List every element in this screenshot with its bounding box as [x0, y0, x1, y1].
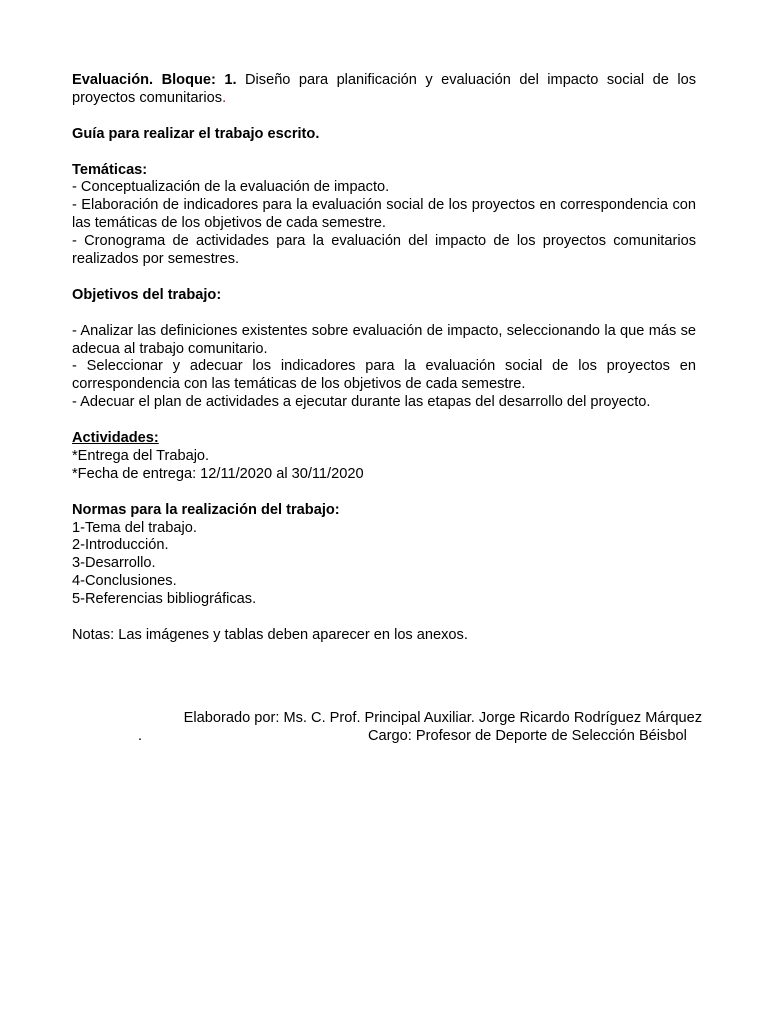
objetivos-title: Objetivos del trabajo: — [72, 286, 222, 303]
objetivo-item: - Seleccionar y adecuar los indicadores para la evaluación social de los proyectos en correspondencia con las temáticas de los objetivos de cada semestre. — [72, 358, 696, 393]
document-header — [72, 72, 696, 108]
objetivo-item: - Analizar las definiciones existentes sobre evaluación de impacto, seleccionando la que más se adecua al trabajo comunitario. — [72, 322, 696, 357]
norma-item: 3-Desarrollo. — [72, 555, 156, 572]
actividades-title: Actividades: — [72, 430, 159, 447]
notas-text: Notas: Las imágenes y tablas deben aparecer en los anexos. — [72, 626, 468, 643]
tematica-item: - Conceptualización de la evaluación de impacto. — [72, 179, 390, 196]
objetivos-section — [72, 287, 696, 412]
norma-item: 5-Referencias bibliográficas. — [72, 591, 257, 608]
header-text: Diseño para planificación y evaluación del impacto social de los proyectos comunitarios — [72, 72, 696, 106]
normas-title: Normas para la realización del trabajo: — [72, 501, 340, 518]
objetivo-item: - Adecuar el plan de actividades a ejecutar durante las etapas del desarrollo del proyecto. — [72, 394, 651, 411]
tematicas-section — [72, 162, 696, 269]
header-period: . — [222, 89, 227, 106]
header-label: Evaluación. Bloque: 1. — [72, 72, 237, 88]
tematica-item: - Cronograma de actividades para la evaluación del impacto de los proyectos comunitarios realizados por semestres. — [72, 233, 696, 268]
tematica-item: - Elaboración de indicadores para la evaluación social de los proyectos en correspondencia con las temáticas de los objetivos de cada semestre. — [72, 197, 696, 232]
normas-section — [72, 502, 696, 609]
guide-title: Guía para realizar el trabajo escrito. — [72, 125, 320, 142]
document-page — [72, 72, 696, 645]
tematicas-title: Temáticas: — [72, 161, 148, 178]
actividad-item: *Entrega del Trabajo. — [72, 447, 210, 464]
signature-cargo: Cargo: Profesor de Deporte de Selección Béisbol — [368, 728, 687, 744]
norma-item: 1-Tema del trabajo. — [72, 519, 197, 536]
norma-item: 4-Conclusiones. — [72, 573, 177, 590]
signature-dot: . — [138, 728, 143, 744]
signature-elaborado: Elaborado por: Ms. C. Prof. Principal Auxiliar. Jorge Ricardo Rodríguez Márquez — [183, 710, 702, 726]
norma-item: 2-Introducción. — [72, 537, 169, 554]
actividad-item: *Fecha de entrega: 12/11/2020 al 30/11/2020 — [72, 465, 364, 482]
actividades-section — [72, 430, 696, 484]
